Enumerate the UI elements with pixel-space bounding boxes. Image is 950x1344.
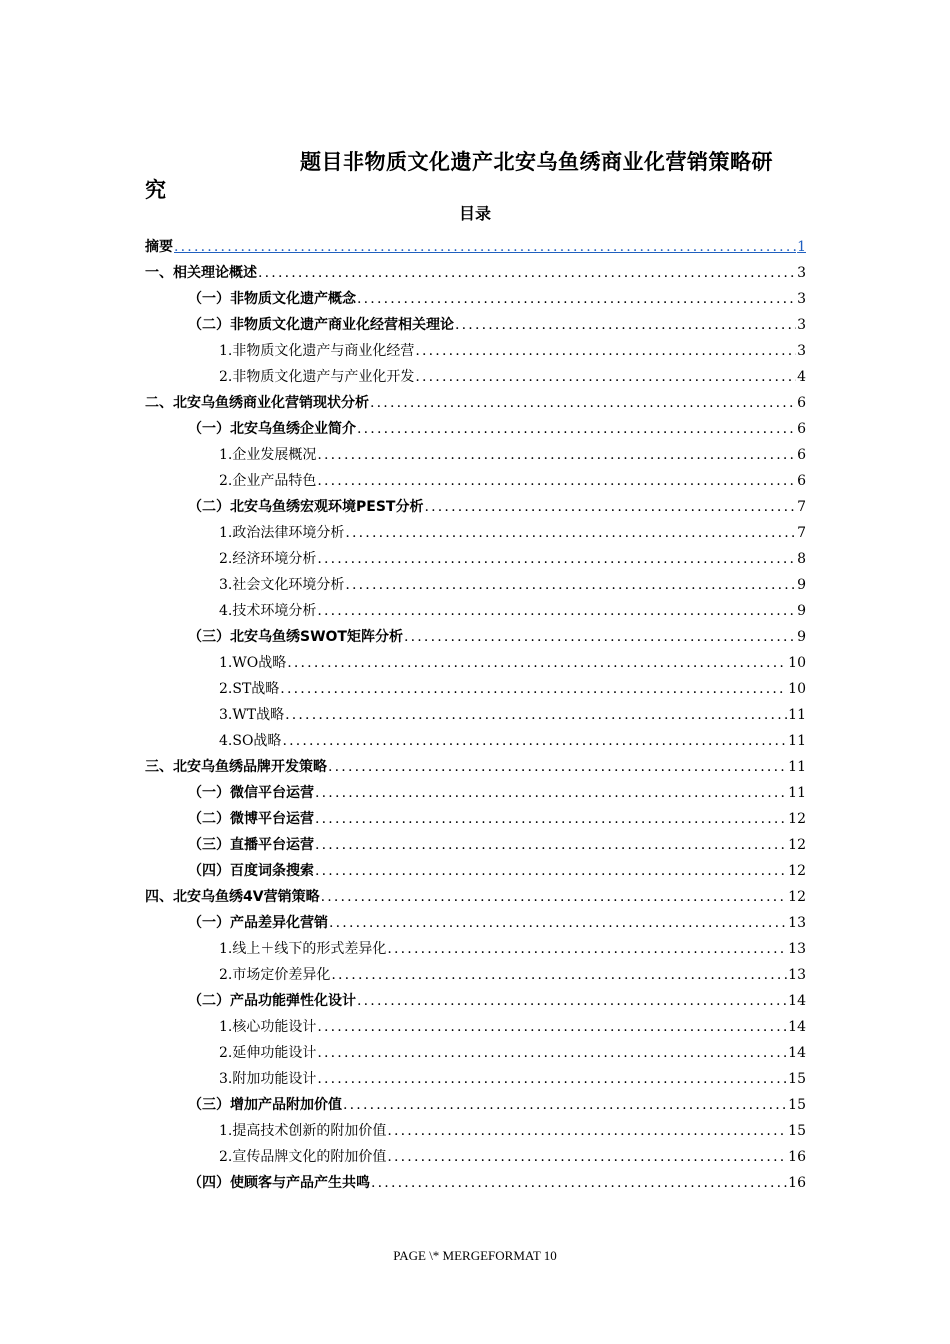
toc-entry-page-number: 14 (788, 1019, 806, 1035)
toc-entry-label: （四）百度词条搜索 (188, 863, 314, 879)
toc-dot-leader (343, 1097, 787, 1113)
toc-entry-label: （二）微博平台运营 (188, 811, 314, 827)
toc-entry-label: （一）非物质文化遗产概念 (188, 291, 356, 307)
toc-entry-page-number: 14 (788, 993, 806, 1009)
toc-dot-leader (370, 395, 796, 411)
toc-dot-leader (287, 655, 787, 671)
toc-dot-leader (315, 785, 787, 801)
toc-entry[interactable] (145, 626, 806, 652)
toc-entry-page-number: 3 (797, 265, 806, 281)
toc-entry-page-number: 8 (797, 551, 806, 567)
toc-entry-label: 一、相关理论概述 (145, 265, 257, 281)
toc-entry-label: （三）增加产品附加价值 (188, 1097, 342, 1113)
toc-dot-leader (345, 577, 796, 593)
toc-entry[interactable] (145, 860, 806, 886)
toc-dot-leader (317, 551, 796, 567)
toc-entry-page-number: 1 (797, 239, 806, 255)
toc-entry-page-number: 3 (797, 343, 806, 359)
toc-heading: 目录 (458, 204, 491, 223)
toc-dot-leader (174, 239, 796, 255)
toc-dot-leader (371, 1175, 787, 1191)
toc-entry[interactable] (145, 236, 806, 262)
toc-entry[interactable] (145, 1016, 806, 1042)
toc-entry-label: 2.市场定价差异化 (219, 967, 331, 983)
toc-dot-leader (317, 1071, 787, 1087)
toc-entry[interactable] (145, 834, 806, 860)
toc-entry[interactable] (145, 288, 806, 314)
toc-entry-label: 2.宣传品牌文化的附加价值 (219, 1149, 387, 1165)
toc-entry-label: （一）产品差异化营销 (188, 915, 328, 931)
toc-dot-leader (387, 1123, 787, 1139)
toc-entry-page-number: 13 (788, 941, 806, 957)
toc-dot-leader (415, 343, 796, 359)
toc-entry[interactable] (145, 1120, 806, 1146)
toc-entry-label: 1.提高技术创新的附加价值 (219, 1123, 387, 1139)
toc-entry-page-number: 3 (797, 291, 806, 307)
toc-entry-page-number: 16 (788, 1175, 806, 1191)
toc-entry-page-number: 13 (788, 915, 806, 931)
toc-dot-leader (258, 265, 796, 281)
toc-dot-leader (387, 1149, 787, 1165)
toc-entry-page-number: 4 (797, 369, 806, 385)
toc-entry-label: 2.企业产品特色 (219, 473, 317, 489)
toc-entry-label: （二）非物质文化遗产商业化经营相关理论 (188, 317, 454, 333)
toc-entry-label: 3.社会文化环境分析 (219, 577, 345, 593)
toc-entry-label: 1.WO战略 (219, 655, 287, 671)
toc-entry-page-number: 16 (788, 1149, 806, 1165)
toc-entry-label: 1.政治法律环境分析 (219, 525, 345, 541)
toc-entry-page-number: 6 (797, 447, 806, 463)
toc-entry-label: （二）产品功能弹性化设计 (188, 993, 356, 1009)
toc-dot-leader (315, 811, 787, 827)
toc-dot-leader (315, 863, 787, 879)
toc-entry[interactable] (145, 730, 806, 756)
toc-dot-leader (404, 629, 796, 645)
toc-entry-label: 1.线上＋线下的形式差异化 (219, 941, 387, 957)
toc-entry-label: 2.ST战略 (219, 681, 280, 697)
toc-entry-page-number: 11 (788, 785, 806, 801)
toc-entry[interactable] (145, 886, 806, 912)
toc-dot-leader (280, 681, 787, 697)
toc-entry-label: （一）北安乌鱼绣企业简介 (188, 421, 356, 437)
toc-dot-leader (317, 603, 796, 619)
toc-entry-page-number: 6 (797, 473, 806, 489)
document-title-line2: 究 (145, 178, 166, 202)
toc-entry-page-number: 9 (797, 629, 806, 645)
toc-entry[interactable] (145, 1094, 806, 1120)
toc-entry[interactable] (145, 782, 806, 808)
toc-entry-label: 二、北安乌鱼绣商业化营销现状分析 (145, 395, 369, 411)
toc-entry[interactable] (145, 340, 806, 366)
toc-dot-leader (331, 967, 787, 983)
toc-entry[interactable] (145, 574, 806, 600)
toc-entry[interactable] (145, 444, 806, 470)
toc-entry[interactable] (145, 418, 806, 444)
toc-entry[interactable] (145, 652, 806, 678)
toc-entry[interactable] (145, 314, 806, 340)
toc-entry-page-number: 15 (788, 1123, 806, 1139)
toc-entry-label: 1.核心功能设计 (219, 1019, 317, 1035)
toc-entry-label: 1.非物质文化遗产与商业化经营 (219, 343, 415, 359)
toc-dot-leader (345, 525, 796, 541)
toc-entry[interactable] (145, 600, 806, 626)
toc-entry-label: 3.WT战略 (219, 707, 285, 723)
toc-entry-label: 2.非物质文化遗产与产业化开发 (219, 369, 415, 385)
toc-entry-page-number: 3 (797, 317, 806, 333)
toc-entry[interactable] (145, 366, 806, 392)
table-of-contents (145, 236, 806, 1198)
toc-entry-page-number: 12 (788, 863, 806, 879)
toc-entry[interactable] (145, 990, 806, 1016)
toc-entry-label: 四、北安乌鱼绣4V营销策略 (145, 889, 320, 905)
toc-dot-leader (357, 421, 796, 437)
toc-entry-label: 2.经济环境分析 (219, 551, 317, 567)
toc-entry-label: 3.附加功能设计 (219, 1071, 317, 1087)
toc-entry-page-number: 12 (788, 837, 806, 853)
toc-entry[interactable] (145, 522, 806, 548)
toc-dot-leader (317, 473, 796, 489)
toc-entry-label: （四）使顾客与产品产生共鸣 (188, 1175, 370, 1191)
toc-dot-leader (317, 447, 796, 463)
toc-entry[interactable] (145, 912, 806, 938)
toc-entry-label: （二）北安乌鱼绣宏观环境PEST分析 (188, 499, 424, 515)
toc-entry-page-number: 12 (788, 889, 806, 905)
toc-entry-label: （一）微信平台运营 (188, 785, 314, 801)
toc-entry-page-number: 9 (797, 603, 806, 619)
toc-entry-page-number: 11 (788, 733, 806, 749)
toc-entry-page-number: 10 (788, 655, 806, 671)
toc-entry[interactable] (145, 1068, 806, 1094)
toc-entry[interactable] (145, 808, 806, 834)
toc-dot-leader (415, 369, 796, 385)
toc-entry-label: 三、北安乌鱼绣品牌开发策略 (145, 759, 327, 775)
toc-dot-leader (455, 317, 796, 333)
toc-entry-label: 4.技术环境分析 (219, 603, 317, 619)
toc-entry-page-number: 6 (797, 395, 806, 411)
toc-dot-leader (424, 499, 796, 515)
toc-entry-page-number: 12 (788, 811, 806, 827)
toc-entry-label: 2.延伸功能设计 (219, 1045, 317, 1061)
toc-entry[interactable] (145, 1146, 806, 1172)
toc-dot-leader (317, 1019, 787, 1035)
toc-dot-leader (285, 707, 787, 723)
toc-entry-page-number: 15 (788, 1097, 806, 1113)
toc-entry-page-number: 7 (797, 499, 806, 515)
toc-dot-leader (315, 837, 787, 853)
toc-dot-leader (328, 759, 787, 775)
toc-entry-page-number: 7 (797, 525, 806, 541)
toc-entry-page-number: 14 (788, 1045, 806, 1061)
toc-entry-page-number: 15 (788, 1071, 806, 1087)
toc-entry-label: 4.SO战略 (219, 733, 282, 749)
toc-dot-leader (357, 993, 787, 1009)
toc-entry[interactable] (145, 704, 806, 730)
toc-entry-page-number: 11 (788, 759, 806, 775)
toc-entry-label: （三）直播平台运营 (188, 837, 314, 853)
toc-dot-leader (387, 941, 787, 957)
toc-entry-label: 1.企业发展概况 (219, 447, 317, 463)
toc-dot-leader (357, 291, 796, 307)
document-title-line1: 题目非物质文化遗产北安乌鱼绣商业化营销策略研 (300, 150, 773, 174)
toc-entry[interactable] (145, 678, 806, 704)
toc-entry[interactable] (145, 496, 806, 522)
toc-entry[interactable] (145, 262, 806, 288)
toc-entry[interactable] (145, 964, 806, 990)
toc-entry-label: 摘要 (145, 239, 173, 255)
toc-dot-leader (282, 733, 787, 749)
toc-entry[interactable] (145, 938, 806, 964)
toc-entry[interactable] (145, 756, 806, 782)
toc-entry[interactable] (145, 470, 806, 496)
toc-entry-page-number: 11 (788, 707, 806, 723)
toc-entry-page-number: 10 (788, 681, 806, 697)
toc-dot-leader (321, 889, 788, 905)
toc-dot-leader (329, 915, 787, 931)
toc-entry-page-number: 13 (788, 967, 806, 983)
toc-entry[interactable] (145, 392, 806, 418)
toc-entry[interactable] (145, 1172, 806, 1198)
toc-entry[interactable] (145, 1042, 806, 1068)
toc-entry-page-number: 6 (797, 421, 806, 437)
page-footer: PAGE \* MERGEFORMAT 10 (393, 1248, 557, 1263)
toc-entry[interactable] (145, 548, 806, 574)
toc-dot-leader (317, 1045, 787, 1061)
toc-entry-page-number: 9 (797, 577, 806, 593)
toc-entry-label: （三）北安乌鱼绣SWOT矩阵分析 (188, 629, 403, 645)
